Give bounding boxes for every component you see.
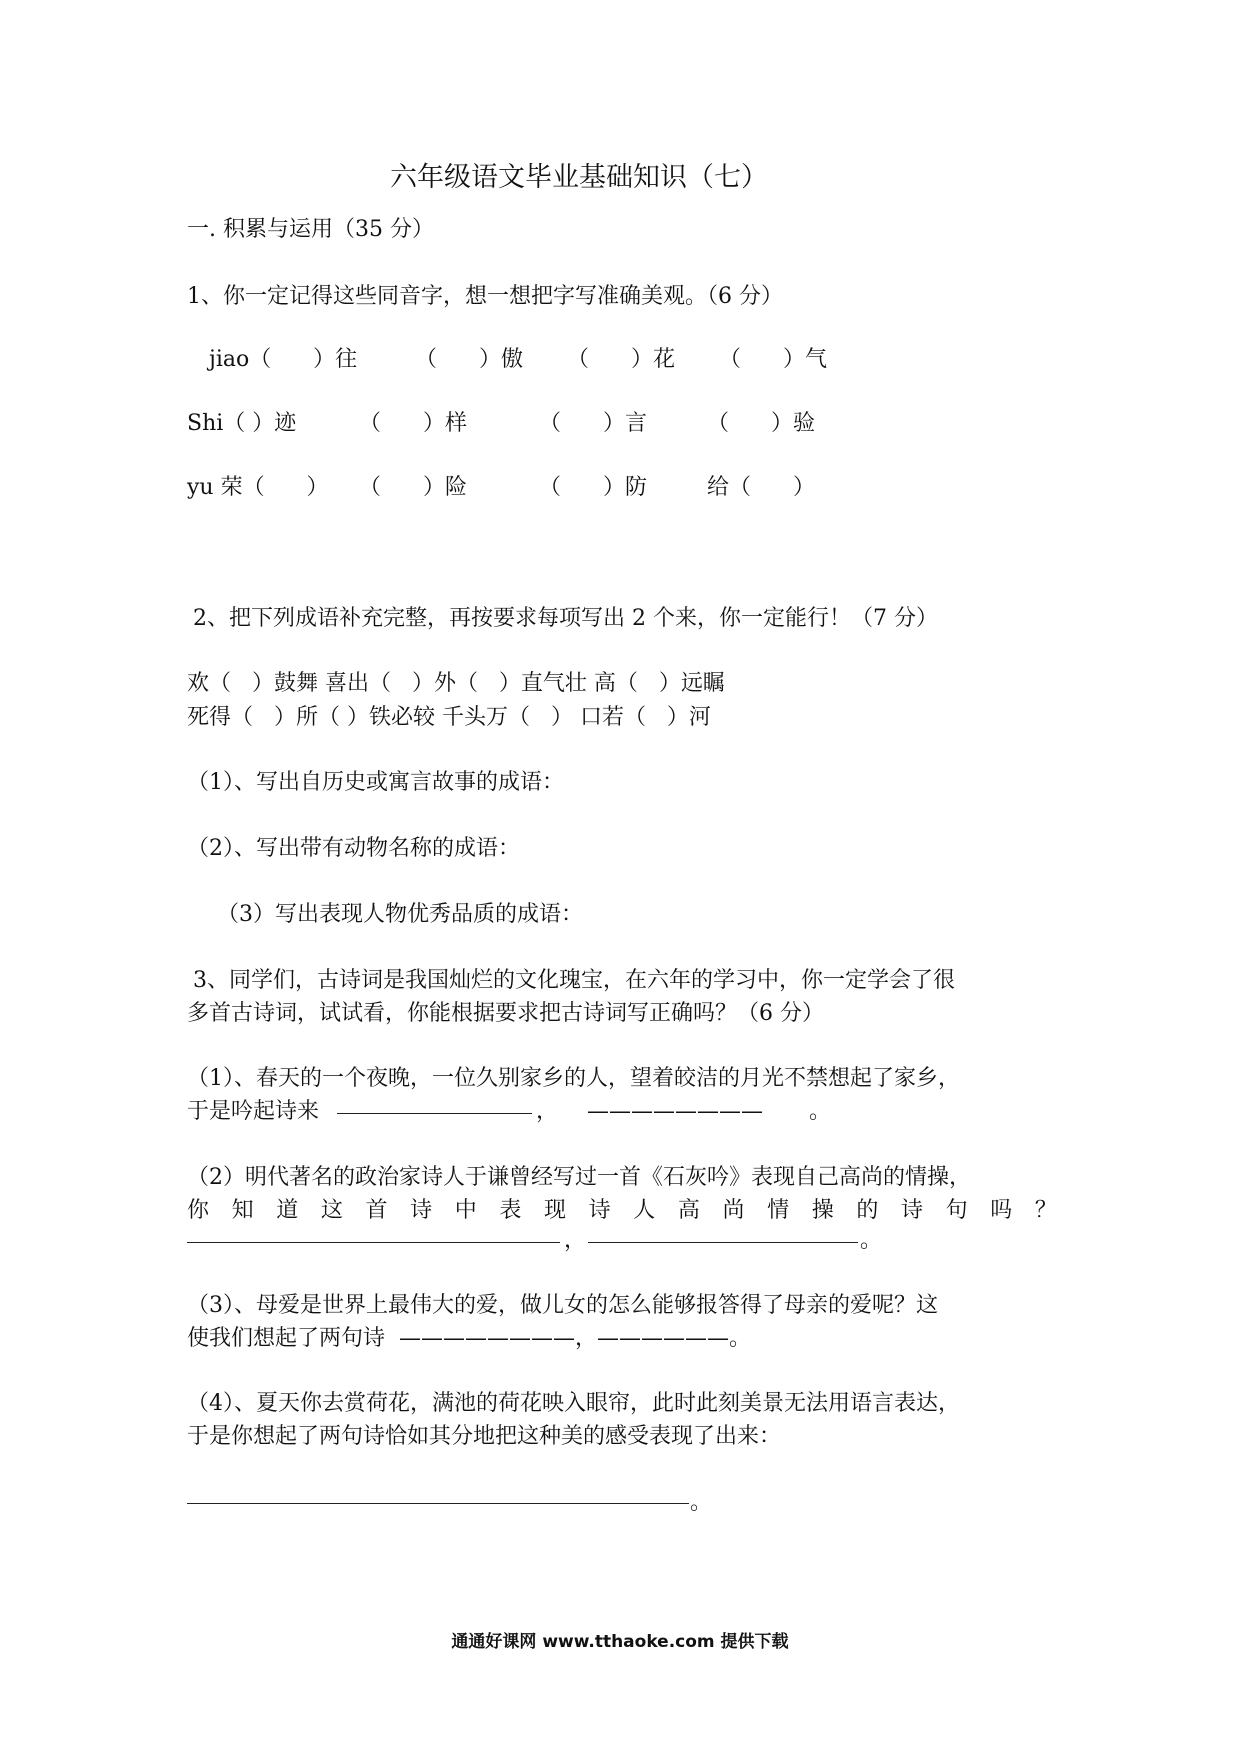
q2-sub-question: （3）写出表现人物优秀品质的成语： xyxy=(217,902,583,927)
char: 人 xyxy=(633,1198,656,1223)
char: 情 xyxy=(767,1198,790,1223)
q3-prompt: 3、同学们，古诗词是我国灿烂的文化瑰宝，在六年的学习中，你一定学会了很 xyxy=(193,968,955,993)
q3-item-3: 使我们想起了两句诗 ————————，——————。 xyxy=(187,1326,751,1351)
q2-sub-question: （2）、写出带有动物名称的成语： xyxy=(187,836,520,861)
char: 操 xyxy=(811,1198,834,1223)
answer-blank-line[interactable] xyxy=(187,1503,689,1504)
q2-idiom-line: 死得（ ）所（ ）铁必较 千头万（ ） 口若（ ）河 xyxy=(187,705,711,730)
char: 吗 xyxy=(990,1198,1013,1223)
page-footer: 通通好课网 www.tthaoke.com 提供下载 xyxy=(451,1632,789,1652)
char: 现 xyxy=(544,1198,567,1223)
q1-cell: （ ）花 xyxy=(567,347,675,372)
q1-cell: （ ）傲 xyxy=(415,347,523,372)
char: 你 xyxy=(187,1198,210,1223)
char: 诗 xyxy=(901,1198,924,1223)
char: ？ xyxy=(1034,1198,1057,1223)
q1-cell: （ ）言 xyxy=(539,411,647,436)
char: 首 xyxy=(365,1198,388,1223)
char: 表 xyxy=(499,1198,522,1223)
q3-item-4: （4）、夏天你去赏荷花，满池的荷花映入眼帘，此时此刻美景无法用语言表达， xyxy=(187,1391,960,1416)
char: 的 xyxy=(856,1198,879,1223)
answer-blank-line[interactable] xyxy=(337,1113,532,1114)
q3-item-1-lead: 于是吟起诗来 xyxy=(187,1099,320,1124)
q3-prompt: 多首古诗词，试试看，你能根据要求把古诗词写正确吗？（6 分） xyxy=(187,1001,824,1026)
punctuation: ， xyxy=(536,1099,559,1124)
q1-cell: 给（ ） xyxy=(707,475,815,500)
punctuation: 。 xyxy=(690,1490,713,1515)
q3-item-1: （1）、春天的一个夜晚，一位久别家乡的人，望着皎洁的月光不禁想起了家乡， xyxy=(187,1066,960,1091)
punctuation: 。 xyxy=(809,1099,832,1124)
punctuation: ， xyxy=(564,1228,587,1253)
q1-prompt: 1、你一定记得这些同音字，想一想把字写准确美观。（6 分） xyxy=(187,284,783,309)
q1-cell: （ ）验 xyxy=(707,411,815,436)
q1-cell: Shi（ ）迹 xyxy=(187,411,297,436)
q3-item-2-justified xyxy=(187,1196,1057,1226)
q1-cell: jiao（ ）往 xyxy=(209,347,358,372)
char: 诗 xyxy=(588,1198,611,1223)
char: 尚 xyxy=(722,1198,745,1223)
q3-item-3: （3）、母爱是世界上最伟大的爱，做儿女的怎么能够报答得了母亲的爱呢？这 xyxy=(187,1293,938,1318)
q1-cell: （ ）样 xyxy=(359,411,467,436)
char: 高 xyxy=(677,1198,700,1223)
q3-item-4: 于是你想起了两句诗恰如其分地把这种美的感受表现了出来： xyxy=(187,1424,782,1449)
q2-prompt: 2、把下列成语补充完整，再按要求每项写出 2 个来，你一定能行！（7 分） xyxy=(193,606,938,631)
q2-sub-question: （1）、写出自历史或寓言故事的成语： xyxy=(187,770,564,795)
char: 知 xyxy=(231,1198,254,1223)
char: 诗 xyxy=(410,1198,433,1223)
q3-item-2: （2）明代著名的政治家诗人于谦曾经写过一首《石灰吟》表现自己高尚的情操， xyxy=(187,1165,971,1190)
section-heading: 一. 积累与运用（35 分） xyxy=(187,217,434,242)
q2-idiom-line: 欢（ ）鼓舞 喜出（ ）外（ ）直气壮 高（ ）远瞩 xyxy=(187,671,725,696)
char: 这 xyxy=(320,1198,343,1223)
char: 中 xyxy=(454,1198,477,1223)
q1-cell: （ ）气 xyxy=(719,347,827,372)
char: 道 xyxy=(276,1198,299,1223)
q1-cell: （ ）险 xyxy=(359,475,467,500)
punctuation: 。 xyxy=(860,1228,883,1253)
answer-blank-line[interactable] xyxy=(187,1242,560,1243)
answer-blank-line[interactable] xyxy=(588,1242,858,1243)
char: 句 xyxy=(945,1198,968,1223)
page-title: 六年级语文毕业基础知识（七） xyxy=(390,162,768,193)
q1-cell: （ ）防 xyxy=(539,475,647,500)
q1-cell: yu 荣（ ） xyxy=(187,475,329,500)
answer-blank-dashes[interactable]: ———————— xyxy=(587,1099,763,1124)
